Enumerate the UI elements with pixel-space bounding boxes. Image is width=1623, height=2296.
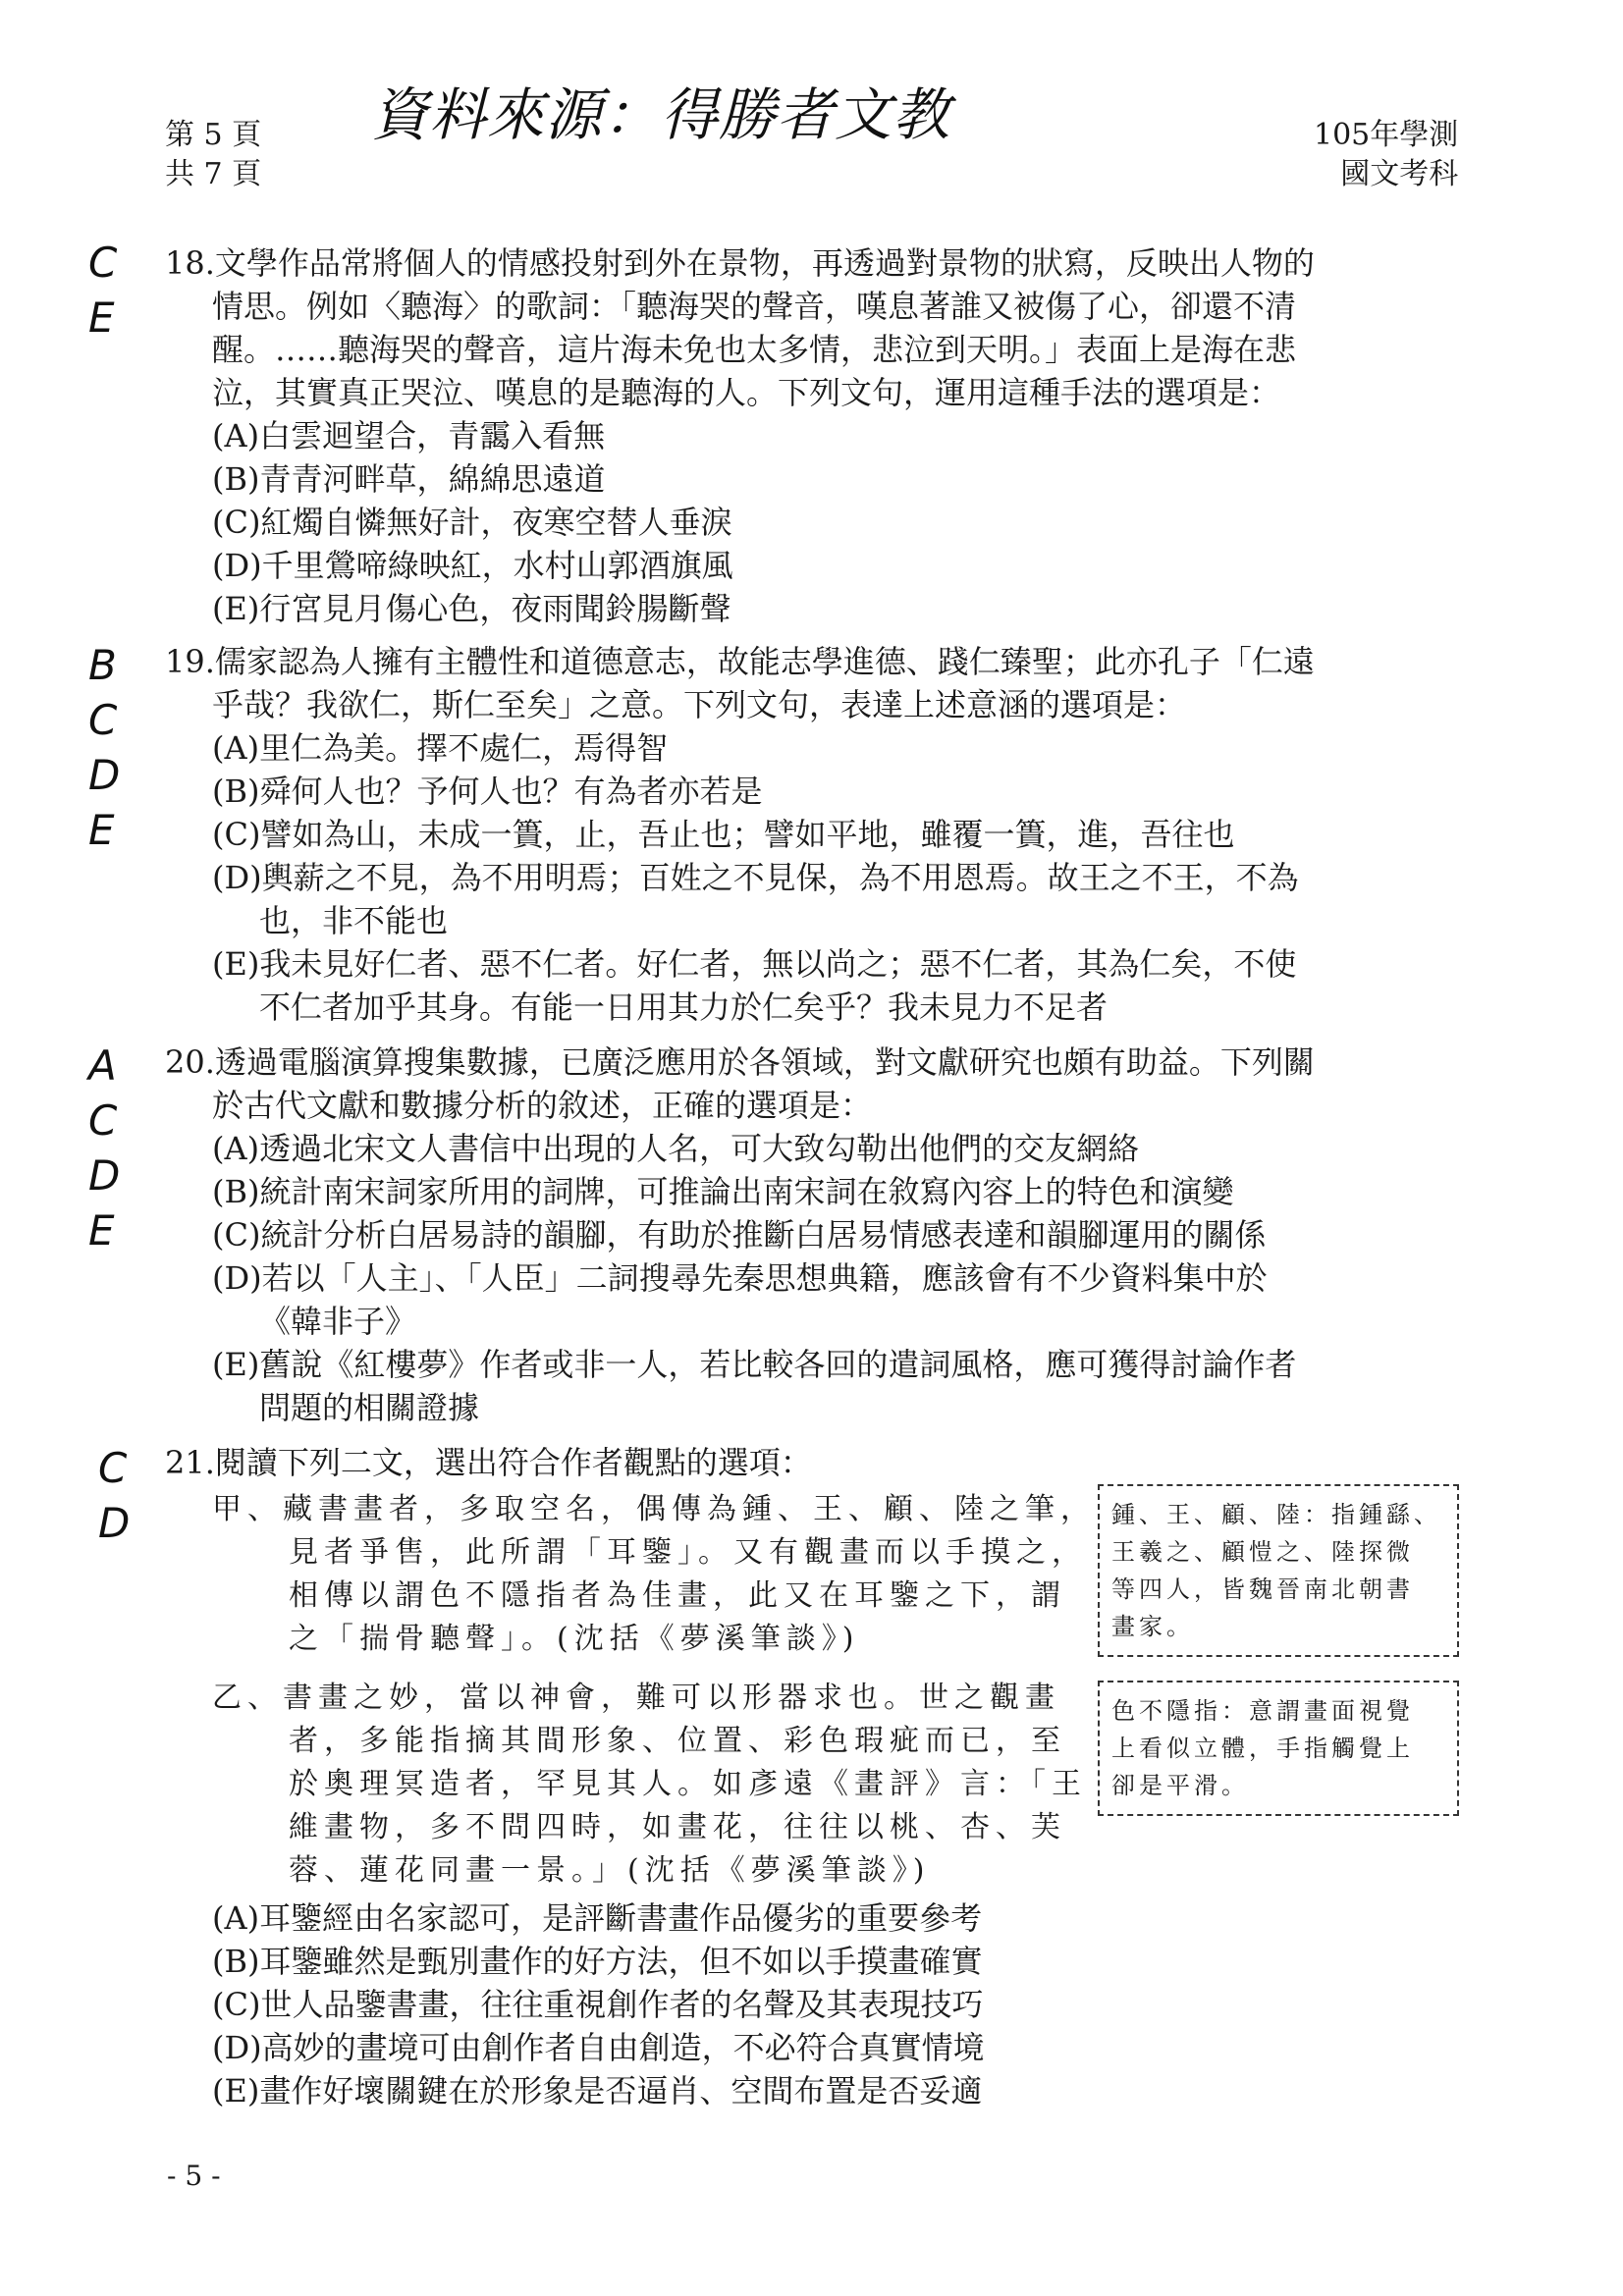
option-e-continued: 不仁者加乎其身。有能一日用其力於仁矣乎？我未見力不足者: [259, 988, 1109, 1026]
footnote-line: 上看似立體，手指觸覺上: [1111, 1735, 1414, 1762]
excerpt-line: 乙、書畫之妙，當以神會，難可以形器求也。世之觀畫: [212, 1681, 1060, 1715]
page-number: - 5 -: [167, 2160, 221, 2192]
excerpt-jia: [212, 1488, 1096, 1661]
option-e: (E)舊說《紅樓夢》作者或非一人，若比較各回的遣詞風格，應可獲得討論作者: [212, 1346, 1297, 1383]
footnote-line: 卻是平滑。: [1111, 1772, 1249, 1799]
footnote-line: 等四人，皆魏晉南北朝書: [1111, 1575, 1414, 1603]
option-b: (B)舜何人也？予何人也？有為者亦若是: [212, 773, 763, 810]
answer-q18: [88, 236, 117, 346]
answer-q21: [98, 1441, 130, 1551]
answer-mark: A: [88, 1041, 117, 1090]
question-text: 21.閱讀下列二文，選出符合作者觀點的選項：: [165, 1444, 812, 1481]
excerpt-yi: [212, 1677, 1087, 1893]
question-text: 泣，其實真正哭泣、嘆息的是聽海的人。下列文句，運用這種手法的選項是：: [212, 374, 1281, 411]
excerpt-line: 甲、藏書畫者，多取空名，偶傳為鍾、王、顧、陸之筆，: [212, 1492, 1096, 1526]
answer-q19: [88, 638, 120, 858]
excerpt-line: 維畫物，多不問四時，如畫花，往往以桃、杏、芙: [289, 1810, 1066, 1844]
question-text: 20.透過電腦演算搜集數據，已廣泛應用於各領域，對文獻研究也頗有助益。下列關: [165, 1043, 1315, 1081]
option-a: (A)里仁為美。擇不處仁，焉得智: [212, 729, 669, 767]
question-20: [165, 1041, 1461, 1429]
answer-q20: [88, 1039, 120, 1258]
answer-mark: B: [88, 641, 117, 689]
option-a: (A)耳鑒經由名家認可，是評斷書畫作品優劣的重要參考: [212, 1899, 983, 1937]
answer-mark: C: [88, 696, 118, 744]
answer-mark: C: [98, 1444, 128, 1492]
option-b: (B)青青河畔草，綿綿思遠道: [212, 460, 606, 498]
option-c: (C)世人品鑒書畫，往往重視創作者的名聲及其表現技巧: [212, 1986, 984, 2023]
page-current: 第 5 頁: [165, 118, 262, 152]
option-a: (A)透過北宋文人書信中出現的人名，可大致勾勒出他們的交友網絡: [212, 1130, 1140, 1167]
option-e: (E)畫作好壞關鍵在於形象是否逼肖、空間布置是否妥適: [212, 2072, 983, 2109]
answer-mark: E: [88, 806, 115, 854]
question-text: 情思。例如〈聽海〉的歌詞：「聽海哭的聲音，嘆息著誰又被傷了心，卻還不清: [212, 288, 1297, 325]
answer-mark: C: [88, 239, 118, 287]
excerpt-line: 相傳以謂色不隱指者為佳畫，此又在耳鑒之下，謂: [289, 1578, 1066, 1613]
option-c: (C)統計分析白居易詩的韻腳，有助於推斷白居易情感表達和韻腳運用的關係: [212, 1216, 1267, 1254]
option-c: (C)紅燭自憐無好計，夜寒空替人垂淚: [212, 504, 732, 541]
footnote-box-term: [1098, 1681, 1459, 1816]
excerpt-line: 者，多能指摘其間形象、位置、彩色瑕疵而已，至: [289, 1724, 1066, 1758]
footnote-box-names: [1098, 1484, 1459, 1657]
footnote-line: 王羲之、顧愷之、陸探微: [1111, 1538, 1414, 1566]
option-b: (B)統計南宋詞家所用的詞牌，可推論出南宋詞在敘寫內容上的特色和演變: [212, 1173, 1234, 1210]
question-text: 18.文學作品常將個人的情感投射到外在景物，再透過對景物的狀寫，反映出人物的: [165, 244, 1315, 282]
answer-mark: E: [88, 294, 115, 342]
question-text: 19.儒家認為人擁有主體性和道德意志，故能志學進德、踐仁臻聖；此亦孔子「仁遠: [165, 643, 1315, 680]
excerpt-line: 於奧理冥造者，罕見其人。如彥遠《畫評》言：「王: [289, 1767, 1087, 1801]
exam-year: 105年學測: [1314, 118, 1459, 152]
question-text: 醒。……聽海哭的聲音，這片海未免也太多情，悲泣到天明。」表面上是海在悲: [212, 331, 1297, 368]
answer-mark: E: [88, 1206, 115, 1255]
exam-subject: 國文考科: [1340, 157, 1459, 191]
question-19: [165, 640, 1461, 1029]
excerpt-line: 見者爭售，此所謂「耳鑒」。又有觀畫而以手摸之，: [289, 1535, 1087, 1570]
exam-title: [1314, 116, 1458, 194]
option-e-continued: 問題的相關證據: [259, 1389, 480, 1426]
answer-mark: D: [88, 1151, 121, 1200]
question-21: [165, 1441, 1461, 1484]
option-d-continued: 也，非不能也: [259, 902, 449, 939]
excerpt-line: 蓉、蓮花同畫一景。」(沈括《夢溪筆談》): [289, 1853, 931, 1888]
question-text: 乎哉？我欲仁，斯仁至矣」之意。下列文句，表達上述意涵的選項是：: [212, 686, 1187, 723]
page-indicator: [165, 116, 261, 194]
option-a: (A)白雲迴望合，青靄入看無: [212, 417, 606, 454]
answer-mark: C: [88, 1096, 118, 1145]
option-e: (E)我未見好仁者、惡不仁者。好仁者，無以尚之；惡不仁者，其為仁矣，不使: [212, 945, 1297, 983]
footnote-line: 鍾、王、顧、陸：指鍾繇、: [1111, 1501, 1441, 1528]
option-d: (D)若以「人主」、「人臣」二詞搜尋先秦思想典籍，應該會有不少資料集中於: [212, 1259, 1268, 1297]
option-e: (E)行宮見月傷心色，夜雨聞鈴腸斷聲: [212, 590, 731, 627]
footnote-line: 色不隱指：意謂畫面視覺: [1111, 1697, 1414, 1725]
option-d: (D)千里鶯啼綠映紅，水村山郭酒旗風: [212, 547, 733, 584]
footnote-line: 畫家。: [1111, 1613, 1194, 1640]
question-18: [165, 241, 1461, 630]
option-c: (C)譬如為山，未成一簣，止，吾止也；譬如平地，雖覆一簣，進，吾往也: [212, 816, 1235, 853]
question-21-options: [212, 1896, 985, 2112]
answer-mark: D: [88, 751, 121, 799]
answer-mark: D: [98, 1499, 131, 1547]
option-d: (D)輿薪之不見，為不用明焉；百姓之不見保，為不用恩焉。故王之不王，不為: [212, 859, 1299, 896]
excerpt-line: 之「揣骨聽聲」。(沈括《夢溪筆談》): [289, 1622, 860, 1656]
page-total: 共 7 頁: [165, 157, 262, 191]
option-d-continued: 《韓非子》: [259, 1303, 417, 1340]
handwritten-source-note: 資料來源：得勝者文教: [371, 81, 951, 148]
option-d: (D)高妙的畫境可由創作者自由創造，不必符合真實情境: [212, 2029, 985, 2066]
option-b: (B)耳鑒雖然是甄別畫作的好方法，但不如以手摸畫確實: [212, 1943, 983, 1980]
question-text: 於古代文獻和數據分析的敘述，正確的選項是：: [212, 1087, 873, 1124]
